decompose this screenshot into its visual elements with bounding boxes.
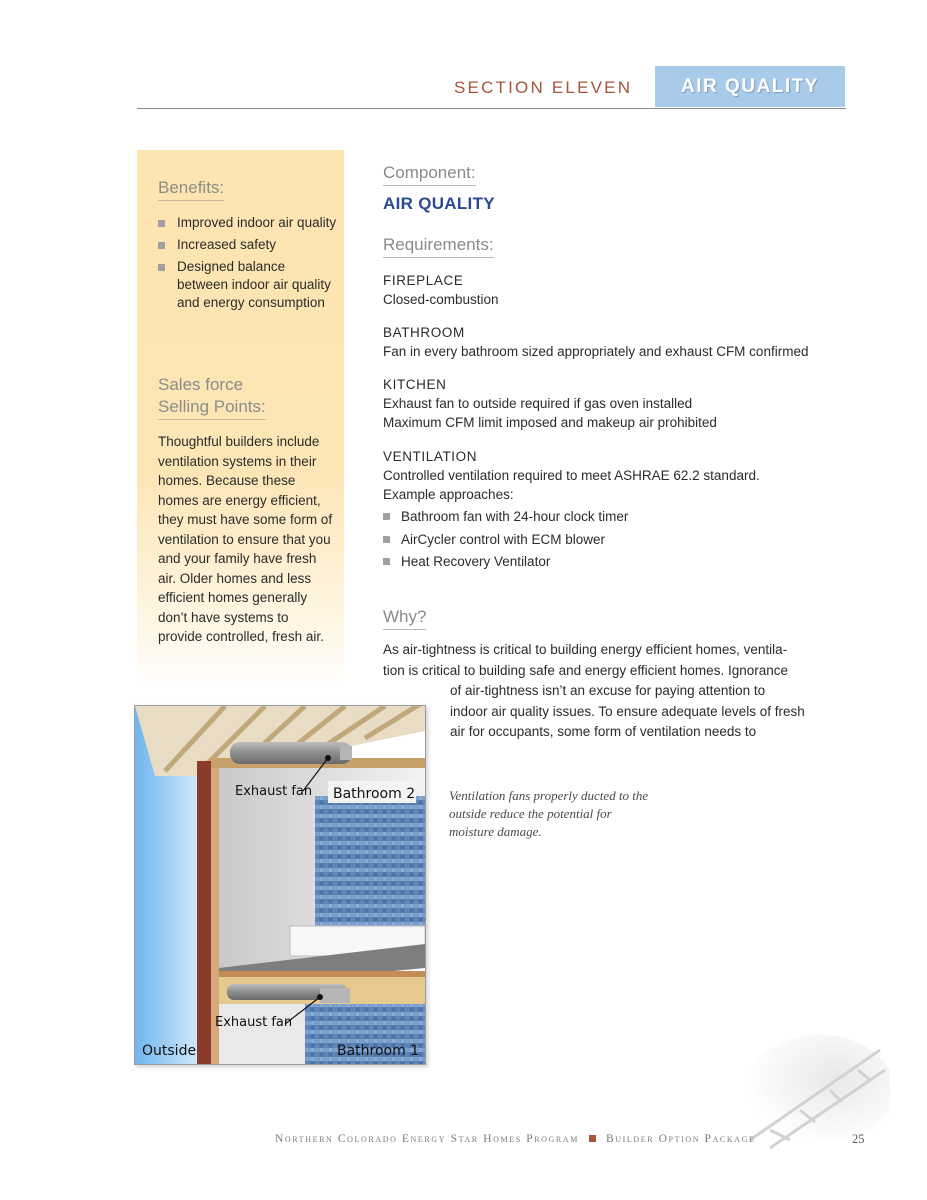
requirement-bathroom: BATHROOM Fan in every bathroom sized appropriately and exhaust CFM confirmed <box>383 325 809 359</box>
bathroom-1-label: Bathroom 1 <box>337 1043 420 1059</box>
requirement-ventilation: VENTILATION Controlled ventilation required to meet ASHRAE 62.2 standard. Example approaches: Bathroom fan with 24-hour clock timer AirCycler control with ECM blower Heat Recovery Ventilator <box>383 447 833 575</box>
selling-points-text: Thoughtful builders include ventilation systems in their homes. Because these homes are energy efficient, they must have some form of ventilation to ensure that you and your family have fresh air. Older homes and less efficient homes generally don’t have systems to provide controlled, fresh air. <box>158 434 333 644</box>
list-item: Heat Recovery Ventilator <box>383 552 833 571</box>
benefits-list <box>158 214 338 316</box>
list-item: Increased safety <box>158 236 338 254</box>
ventilation-approaches-list <box>383 507 833 571</box>
house-cutaway-icon <box>135 706 425 1064</box>
benefits-heading: Benefits: <box>158 177 224 201</box>
bathroom-2-label: Bathroom 2 <box>333 786 416 802</box>
bullet-square-icon <box>158 264 165 271</box>
component-heading: Component: <box>383 162 476 186</box>
list-item: Bathroom fan with 24-hour clock timer <box>383 507 833 526</box>
header-divider <box>137 108 846 109</box>
exhaust-fan-top-label: Exhaust fan <box>235 784 313 799</box>
list-item: AirCycler control with ECM blower <box>383 530 833 549</box>
bullet-square-icon <box>158 220 165 227</box>
why-paragraph: As air-tightness is critical to building energy efficient homes, ventila- tion is critical to building safe and energy efficient homes. Ignorance of air-tightness isn’t an excuse for paying attention to indoor air quality issues. To ensure adequate levels of fresh air for occupants, some form of ventilation needs to <box>383 642 805 739</box>
outside-label: Outside <box>142 1043 197 1059</box>
selling-points-heading: Sales force Selling Points: <box>158 374 266 420</box>
list-item: Improved indoor air quality <box>158 214 338 232</box>
page-number: 25 <box>852 1132 865 1146</box>
footer-separator-icon <box>589 1135 596 1142</box>
sidebar-panel <box>137 150 344 690</box>
footer-text: Northern Colorado Energy Star Homes Program Builder Option Package <box>275 1133 756 1145</box>
exhaust-fan-bottom-label: Exhaust fan <box>215 1015 293 1030</box>
ventilation-illustration <box>134 705 426 1065</box>
requirement-fireplace: FIREPLACE Closed-combustion <box>383 273 499 307</box>
list-item: Designed balance between indoor air quality and energy consumption <box>158 258 338 312</box>
bullet-square-icon <box>383 558 390 565</box>
bullet-square-icon <box>158 242 165 249</box>
bullet-square-icon <box>383 536 390 543</box>
section-tab: AIR QUALITY <box>655 66 845 107</box>
figure-caption: Ventilation fans properly ducted to the outside reduce the potential for moisture damage. <box>449 788 649 839</box>
requirements-heading: Requirements: <box>383 234 494 258</box>
why-heading: Why? <box>383 606 426 630</box>
bullet-square-icon <box>383 513 390 520</box>
section-label: SECTION ELEVEN <box>454 78 633 97</box>
component-title: AIR QUALITY <box>383 194 495 213</box>
requirement-kitchen: KITCHEN Exhaust fan to outside required if gas oven installed Maximum CFM limit imposed and makeup air prohibited <box>383 377 717 430</box>
